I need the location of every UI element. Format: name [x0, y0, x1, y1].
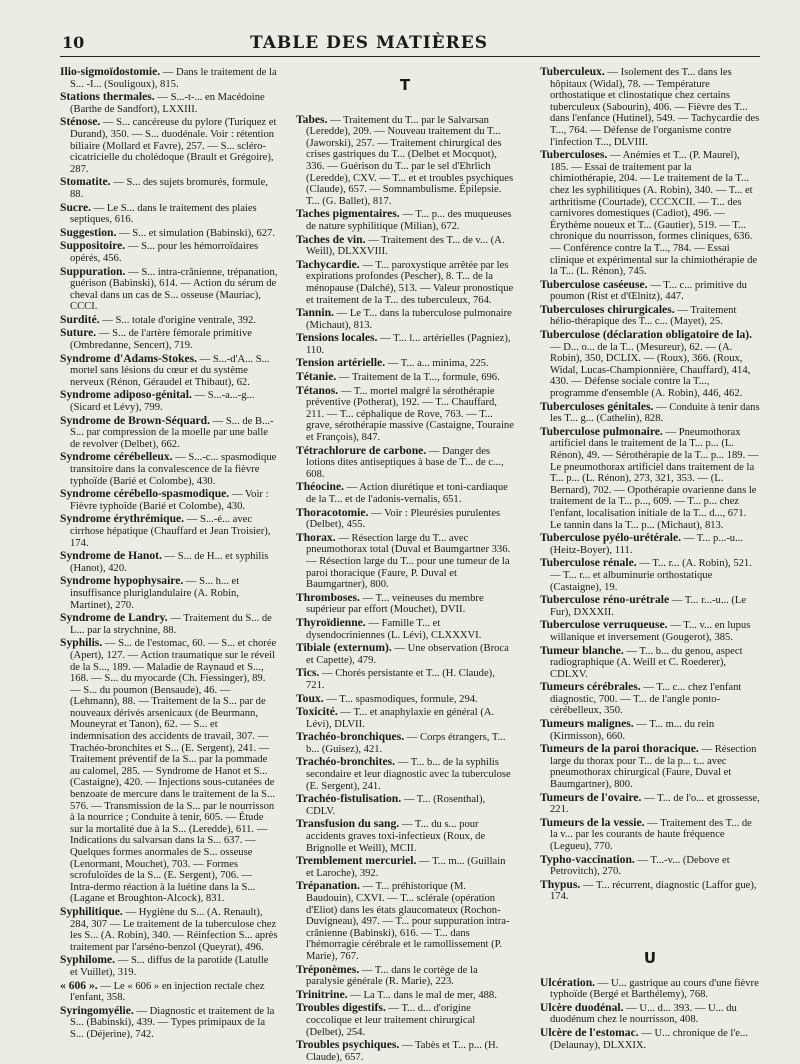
entry-term: Tétrachlorure de carbone. [296, 443, 427, 457]
index-entry [540, 279, 760, 303]
entry-term: Tumeurs cérébrales. [540, 680, 641, 694]
entry-term: Ulcération. [540, 975, 596, 989]
entry-term: Trépanation. [296, 879, 360, 893]
index-entry [296, 385, 514, 444]
entry-term: Thromboses. [296, 590, 360, 604]
entry-term: Toux. [296, 691, 324, 705]
index-entry [296, 114, 514, 208]
index-entry [540, 619, 760, 643]
index-entry [296, 208, 514, 232]
entry-text: — S... de l'estomac, 60. — S... et chorée (Apert), 127. — Action traumatique sur le réveil de la S..., 189. — Maladie de Raynaud et S..., 168. — S... du myocarde (Ch. Fiessinger), 89. — S... du poumon (Bensaude), 46. — (Lehmann), 88. — Traitement de la S... par de nouveaux dérivés arsenicaux (de Beurmann, Mouneyrat et Tanon), 62. — S... et indemnisation des accidents de travail, 307. — Trachéo-bronchites et S... (E. Sergent), 241. — Traitement préventif de la S... par la pommade au calomel, 285. — Syndrome de Hanot et S... (Castaigne), 420. — Injections sous-cutanées de benzoate de mercure dans le traitement de la S... 576. — Transmission de la S... par le nourrisson à la nourrice ; Conduite à tenir, 605. — Étude sur la mortalité due à la S... (Leredde), 611. — Indications du salvarsan dans la S... 637. — Quelques formes anormales de S... osseuse (Lenormant, Mouchet), 703. — Formes scrofuloïdes de la S... (E. Sergent), 706. — Intra-dermo réaction à la luétine dans la S... (Lagane et Broughton-Alcock), 831. [70, 638, 277, 905]
entry-text: — S... de l'artère fémorale primitive (Ombredanne, Sencert), 719. [70, 328, 252, 352]
page-number: 10 [62, 33, 85, 52]
section-letter-u: U [643, 948, 657, 967]
entry-text: — S... intra-crânienne, trépanation, guérison (Babinski), 614. — Action du sérum de cheval dans un cas de S... osseuse (Mauriac), CCCI. [70, 266, 278, 313]
header-rule [60, 56, 760, 57]
entry-text: — T... du s... pour accidents graves toxi-infectieux (Roux, de Brignolle et Weill), MCII. [306, 819, 486, 854]
entry-term: Syphilitique. [60, 904, 123, 918]
entry-text: — Corps étrangers, T... b... (Guisez), 421. [306, 732, 506, 755]
index-entry [296, 793, 514, 817]
entry-text: — Anémies et T... (P. Maurel), 185. — Essai de traitement par la chimiothérapie, 204. — Le traitement de la T... chez les syphilitiques (A. Robin), 340. — T... et arthritisme (Courtade), CCCXCII. — T... des carnivores domestiques (Cadiot), 496. — Érythème noueux et T... (Gautier), 519. — T... chronique du nourrisson, formes cliniques, 636. — Conférence contre la T..., 784. — Essai clinique et expérimental sur la chimiothérapie de la T... (L. Rénon), 745. [550, 150, 758, 278]
index-entry [60, 327, 278, 351]
index-entry [540, 304, 760, 328]
index-entry [540, 1002, 760, 1026]
entry-text: — T... dans le cortège de la paralysie générale (R. Marie), 223. [306, 964, 478, 988]
index-entry [540, 879, 760, 903]
index-entry [296, 357, 514, 370]
entry-text: — T... b... de la syphilis secondaire et leur diagnostic avec la tuberculose (E. Sergent), 241. [306, 757, 511, 792]
index-entry [296, 880, 514, 962]
entry-term: Sucre. [60, 200, 92, 214]
entry-text: — T... v... en lupus willanique et inversement (Gougerot), 385. [550, 620, 751, 643]
index-entry [540, 557, 760, 593]
entry-text: — S...-d'A... S... mortel sans lésions du cœur et du système nerveux (Rénon, Géraudel et Thibaut), 62. [70, 353, 270, 388]
entry-term: Syndrome de Landry. [60, 611, 168, 625]
index-entry [296, 371, 514, 384]
index-entry [60, 550, 278, 574]
index-entry [296, 693, 514, 706]
entry-term: Théocine. [296, 480, 344, 494]
index-entry [296, 964, 514, 988]
entry-text: — T... l... artérielles (Pagniez), 110. [306, 333, 511, 356]
index-entry [296, 706, 514, 730]
entry-term: Tumeurs de la vessie. [540, 815, 645, 829]
entry-text: — Traitement des T... de v... (A. Weill), DLXXVIII. [306, 234, 505, 258]
entry-text: — Voir : Pleurésies purulentes (Delbet), 455. [306, 507, 501, 531]
entry-text: — T... c... chez l'enfant diagnostic, 700. — T... de l'angle ponto-cérébelleux, 350. [550, 682, 742, 717]
entry-term: Toxicité. [296, 705, 338, 719]
entry-text: — T... préhistorique (M. Baudouin), CXVI. — T... sclérale (opération d'Eliot) dans les états glaucomateux (Rochon-Duvigneau), 497. — T... pour suppuration intra-crânienne (Babinski), 616. — T... dans l'hémorragie cérébrale et le ramollissement (P. Marie), 767. [306, 881, 510, 962]
entry-term: Tremblement mercuriel. [296, 854, 417, 868]
index-entry [540, 329, 760, 400]
entry-term: Troubles psychiques. [296, 1038, 400, 1052]
index-entry [296, 234, 514, 258]
entry-text: — Résection large du thorax pour T... de la p... t... avec pneumothorax chirurgical (Faure, Duval et Baumgartner), 800. [550, 744, 757, 791]
entry-term: Tuberculose caséeuse. [540, 277, 648, 291]
index-entry [60, 176, 278, 200]
entry-term: Trachéo-bronchites. [296, 755, 396, 769]
entry-text: — Voir : Fièvre typhoïde (Barié et Colombe), 430. [70, 489, 269, 512]
entry-term: Tumeurs malignes. [540, 717, 634, 731]
index-entry [540, 594, 760, 618]
entry-term: Tibiale (externum). [296, 641, 392, 655]
entry-text: — Une observation (Broca et Capette), 479. [306, 643, 509, 666]
index-entry [60, 66, 278, 90]
entry-term: Trachéo-fistulisation. [296, 792, 402, 806]
entry-text: — S... h... et insuffisance pluriglandulaire (A. Robin, Martinet), 270. [70, 576, 240, 611]
index-entry [60, 612, 278, 636]
entry-text: — U... d... 393. — U... du duodénum chez le nourrisson, 408. [550, 1002, 737, 1026]
entry-term: Tachycardie. [296, 257, 360, 271]
entry-text: — T... récurrent, diagnostic (Laffor gue), 174. [550, 879, 757, 903]
entry-text: — T... p... des muqueuses de nature syphilitique (Milian), 672. [306, 209, 512, 232]
entry-text: — T... et anaphylaxie en général (A. Lévi), DLVII. [306, 707, 495, 730]
entry-text: — T... r...-u... (Le Fur), DXXXII. [550, 595, 747, 618]
entry-text: — Danger des lotions dites antiseptiques à base de T... de c..., 608. [306, 445, 504, 480]
entry-term: Sténose. [60, 115, 101, 129]
entry-term: Suppuration. [60, 264, 126, 278]
entry-text: — S... des sujets bromurés, formule, 88. [70, 177, 268, 200]
entry-text: — S...-a...-g... (Sicard et Lévy), 799. [70, 390, 255, 414]
entry-term: Syndrome hypophysaire. [60, 574, 184, 588]
index-entry [540, 149, 760, 278]
index-entry [296, 818, 514, 854]
entry-term: Syndrome d'Adams-Stokes. [60, 351, 198, 365]
entry-text: — Le S... dans le traitement des plaies septiques, 616. [70, 202, 257, 226]
entry-text: — T... mortel malgré la sérothérapie préventive (Potherat), 192. — T... Chauffard, 211. — T... céphalique de Rove, 763. — T... grave, sérothérapie massive (Castaigne, Touraine et François), 847. [306, 385, 514, 444]
entry-text: — T... (Rosenthal), CDLV. [306, 794, 486, 817]
index-entry [60, 415, 278, 451]
index-entry [296, 259, 514, 306]
index-entry [540, 681, 760, 717]
entry-text: — T... spasmodiques, formule, 294. [323, 693, 478, 705]
entry-text: — T...-v... (Debove et Petrovitch), 270. [550, 854, 730, 878]
index-entry [296, 731, 514, 755]
entry-text: — Le T... dans la tuberculose pulmonaire (Michaut), 813. [306, 308, 512, 331]
index-entry [296, 855, 514, 879]
index-entry [60, 906, 278, 953]
middle-column [296, 66, 514, 1064]
entry-term: Tuberculose réno-urétrale [540, 593, 670, 607]
index-entry [60, 451, 278, 487]
index-entry [60, 227, 278, 240]
entry-term: Suture. [60, 326, 97, 340]
entry-term: Syphilome. [60, 953, 116, 967]
entry-term: Tuberculoses chirurgicales. [540, 302, 675, 316]
entry-text: — Diagnostic et traitement de la S... (Babinski), 439. — Types primipaux de la S... (Déjerine), 742. [70, 1005, 275, 1040]
entry-term: Thorax. [296, 530, 336, 544]
index-entry [296, 642, 514, 666]
entry-text: — Traitement du T... par le Salvarsan (Leredde), 209. — Nouveau traitement du T... (Jaworski), 257. — Traitement chirurgical des crises gastriques du T... (Delbet et Mocquot), 336. — Guérison du T... par le sel d'Ehrlich (Leredde), CXV. — T... et et troubles psychiques (Claude), 657. — Somnambulisme. Épilepsie. T... (G. Ballet), 817. [306, 114, 514, 207]
entry-term: Tuberculose pyélo-urétérale. [540, 531, 682, 545]
entry-text: — S... totale d'origine ventrale, 392. [99, 314, 256, 326]
entry-text: — T... m... (Guillain et Laroche), 392. [306, 856, 506, 879]
running-title: TABLE DES MATIÈRES [250, 33, 489, 53]
entry-term: Tuberculose rénale. [540, 556, 637, 570]
index-entry [296, 307, 514, 331]
entry-text: — D... o... de la T... (Mesureur), 62. — (A. Robin), 350, DCLIX. — (Roux), 366. (Roux, Widal, Lucas-Championnière, Chauffard), 414, 430. — Défense sociale contre la T..., programme d'ensemble (A. Robin), 446, 462. [550, 341, 751, 400]
index-entry [60, 240, 278, 264]
index-entry [540, 645, 760, 681]
entry-term: Tuberculose (déclaration obligatoire de la). [540, 328, 753, 342]
entry-term: Typho-vaccination. [540, 852, 635, 866]
index-entry [60, 488, 278, 512]
index-entry [296, 445, 514, 481]
index-entry [296, 667, 514, 691]
entry-text: — Pneumothorax artificiel dans le traitement de la T... p... (L. Rénon), 49. — Sérothérapie de la T... p... 189. — Le pneumothorax artificiel dans traitement de la T... p... (L. Rénon), 273, 321, 353. — (L. Bernard), 702. — Opothérapie ovarienne dans le traitement de la T... p..., 609. — T... p... chez l'enfant, localisation initiale de la T... d..., 671. Le tannin dans la T... p... (Michaut), 813. [550, 426, 759, 531]
entry-text: — S... cancéreuse du pylore (Turiquez et Durand), 350. — S... duodénale. Voir : rétention biliaire (Mollard et Favre), 257. — S... scléro-cicatricielle du cholédoque (Brault et Grégoire), 287. [70, 117, 277, 175]
index-entry [540, 854, 760, 878]
entry-term: Taches de vin. [296, 232, 366, 246]
entry-text: — T... paroxystique arrêtée par les expirations profondes (Pescher), 8. T... de la ménopause (Dalché), 513. — Valeur pronostique et traitement de la T... des tuberculeux, 764. [306, 259, 514, 306]
entry-term: Thyroïdienne. [296, 615, 366, 629]
entry-term: Syndrome érythrémique. [60, 512, 185, 526]
entry-text: — U... chronique de l'e... (Delaunay), DLXXIX. [550, 1027, 748, 1051]
entry-text: — T... r... (A. Robin), 521. — T... r... et albuminurie orthostatique (Castaigne), 19. [550, 558, 752, 593]
entry-term: Syphilis. [60, 636, 103, 650]
entry-term: Surdité. [60, 312, 100, 326]
index-entry [540, 66, 760, 148]
entry-text: — U... gastrique au cours d'une fièvre typhoïde (Bergé et Barthélemy), 768. [550, 977, 759, 1001]
index-entry [60, 980, 278, 1004]
entry-text: — T... m... du rein (Kirmisson), 660. [550, 719, 715, 742]
entry-term: Syndrome cérébelleux. [60, 450, 173, 464]
entry-term: Syndrome de Hanot. [60, 549, 162, 563]
entry-text: — S... de B...-S... par compression de la moelle par une balle de revolver (Delbet), 662. [70, 415, 274, 450]
entry-term: Suppositoire. [60, 239, 126, 253]
index-entry [540, 401, 760, 425]
entry-term: Tics. [296, 666, 320, 680]
entry-text: — Conduite à tenir dans les T... g... (Cathelin), 828. [550, 401, 760, 425]
entry-term: Thoracotomie. [296, 505, 369, 519]
index-entry [60, 116, 278, 175]
entry-term: « 606 ». [60, 978, 98, 992]
index-entry [540, 977, 760, 1001]
entry-text: — Résection large du T... avec pneumothorax total (Duval et Baumgartner 336. — Résection large du T... pour une tumeur de la paroi thoracique (Faure, P. Duval et Baumgartner), 800. [306, 532, 511, 591]
entry-text: — Dans le traitement de la S... -I... (Souligoux), 815. [70, 67, 277, 90]
entry-text: — Isolement des T... dans les hôpitaux (Widal), 78. — Température orthostatique et clinostatique chez certains tuberculeux (Sabourin), 406. — Fièvre des T... dans l'enfance (Hutinel), 549. — Tachycardie des T..., 764. — Défense de l'organisme contre l'infection T..., DLVIII. [550, 67, 760, 148]
entry-text: — Action diurétique et toni-cardiaque de la T... et de l'adonis-vernalis, 651. [306, 482, 508, 505]
entry-text: — Traitement de la T..., formule, 696. [336, 372, 500, 384]
index-entry [60, 266, 278, 313]
entry-term: Syndrome adiposo-génital. [60, 388, 192, 402]
entry-text: — S... diffus de la parotide (Latulle et Vuillet), 319. [70, 955, 269, 978]
entry-term: Trinitrine. [296, 987, 348, 1001]
entry-term: Tuberculose verruqueuse. [540, 618, 668, 632]
entry-text: — T... d... d'origine coccolique et leur traitement chirurgical (Delbet), 254. [306, 1003, 476, 1038]
index-entry [60, 575, 278, 611]
entry-term: Tumeurs de la paroi thoracique. [540, 742, 699, 756]
index-entry [296, 532, 514, 591]
entry-term: Stations thermales. [60, 90, 155, 104]
index-entry [60, 954, 278, 978]
entry-term: Tuberculoses génitales. [540, 399, 654, 413]
entry-term: Syndrome de Brown-Séquard. [60, 413, 210, 427]
entry-term: Ilio-sigmoïdostomie. [60, 65, 161, 78]
entry-text: — T... a... minima, 225. [385, 358, 489, 370]
entry-text: — T... de l'o... et grossesse, 221. [550, 792, 760, 816]
entry-term: Tumeurs de l'ovaire. [540, 790, 642, 804]
entry-text: — S... pour les hémorroïdaires opérés, 456. [70, 241, 259, 264]
entry-text: — Le « 606 » en injection rectale chez l'enfant, 358. [70, 980, 265, 1004]
entry-text: — Traitement hélio-thérapique des T... c... (Mayet), 25. [550, 304, 737, 328]
index-entry [540, 792, 760, 816]
index-entry [296, 1039, 514, 1063]
entry-term: Tannin. [296, 306, 334, 320]
entry-text: — Hygiène du S... (A. Renault), 284, 307 — Le traitement de la tuberculose chez les S... (A. Robin), 340. — Réinfection S... après traitement par l'arséno-benzol (Queyrat), 496. [70, 906, 278, 953]
entry-term: Stomatite. [60, 175, 111, 189]
entry-text: — T... veineuses du membre supérieur par effort (Mouchet), DVII. [306, 592, 484, 616]
entry-text: — La T... dans le mal de mer, 488. [347, 989, 497, 1001]
left-column [60, 66, 278, 1042]
section-letter-t: T [399, 76, 411, 94]
entry-term: Taches pigmentaires. [296, 207, 400, 221]
entry-text: — Chorés persistante et T... (H. Claude), 721. [306, 668, 495, 691]
index-entry [540, 718, 760, 742]
entry-text: — Famille T... et dysendocriniennes (L. Lévi), CLXXXVI. [306, 617, 482, 641]
entry-term: Tuberculoses. [540, 148, 608, 162]
entry-text: — S...-c... spasmodique transitoire dans la convalescence de la fièvre typhoïde (Barié et Colombe), 430. [70, 452, 277, 487]
index-entry [296, 507, 514, 531]
index-entry [296, 481, 514, 505]
index-entry [296, 332, 514, 356]
entry-term: Tension artérielle. [296, 356, 386, 370]
entry-text: — Traitement du S... de L... par la strychnine, 88. [70, 613, 272, 636]
entry-term: Syndrome cérébello-spasmodique. [60, 487, 230, 501]
index-entry [540, 426, 760, 531]
entry-term: Tabes. [296, 112, 328, 126]
index-entry [540, 532, 760, 556]
entry-term: Tréponèmes. [296, 962, 360, 976]
entry-term: Thypus. [540, 877, 581, 891]
index-entry [60, 91, 278, 115]
index-entry [60, 314, 278, 327]
index-entry [60, 1005, 278, 1041]
entry-term: Transfusion du sang. [296, 817, 400, 831]
entry-term: Tensions locales. [296, 331, 378, 345]
entry-text: — T... p...-u... (Heitz-Boyer), 111. [550, 533, 744, 556]
entry-text: — T... b... du genou, aspect radiographique (A. Weill et C. Roederer), CDLXV. [550, 645, 743, 680]
index-entry [60, 513, 278, 549]
right-column [540, 66, 760, 1052]
entry-text: — S...-t-... en Macédoine (Barthe de Sandfort), LXXIII. [70, 92, 265, 115]
entry-term: Tuberculeux. [540, 65, 605, 78]
entry-term: Troubles digestifs. [296, 1001, 386, 1015]
entry-text: — Tabès et T... p... (H. Claude), 657. [306, 1040, 499, 1063]
index-entry [296, 989, 514, 1002]
entry-term: Ulcère de l'estomac. [540, 1025, 639, 1039]
entry-text: — S... et simulation (Babinski), 627. [116, 227, 275, 239]
entry-term: Ulcère duodénal. [540, 1000, 624, 1014]
entry-term: Syringomyélie. [60, 1003, 134, 1017]
index-entry [296, 756, 514, 792]
index-entry [296, 592, 514, 616]
entry-text: — Traitement des T... de la v... par les courants de haute fréquence (Legueu), 770. [550, 817, 752, 852]
entry-term: Tétanos. [296, 383, 339, 397]
index-entry [60, 353, 278, 389]
entry-text: — T... c... primitive du poumon (Rist et d'Œlnitz), 447. [550, 279, 747, 303]
entry-term: Trachéo-bronchiques. [296, 730, 405, 744]
entry-term: Tétanie. [296, 370, 337, 384]
index-entry [540, 743, 760, 790]
entry-term: Suggestion. [60, 225, 117, 239]
index-entry [60, 637, 278, 905]
index-entry [60, 202, 278, 226]
entry-term: Tuberculose pulmonaire. [540, 424, 663, 438]
index-entry [60, 389, 278, 413]
index-entry [540, 1027, 760, 1051]
entry-text: — S...-é... avec cirrhose hépatique (Chauffard et Jean Troisier), 174. [70, 514, 271, 549]
index-entry [296, 1002, 514, 1038]
entry-text: — S... de H... et syphilis (Hanot), 420. [70, 551, 269, 574]
index-entry [296, 617, 514, 641]
entry-term: Tumeur blanche. [540, 643, 624, 657]
index-entry [540, 817, 760, 853]
